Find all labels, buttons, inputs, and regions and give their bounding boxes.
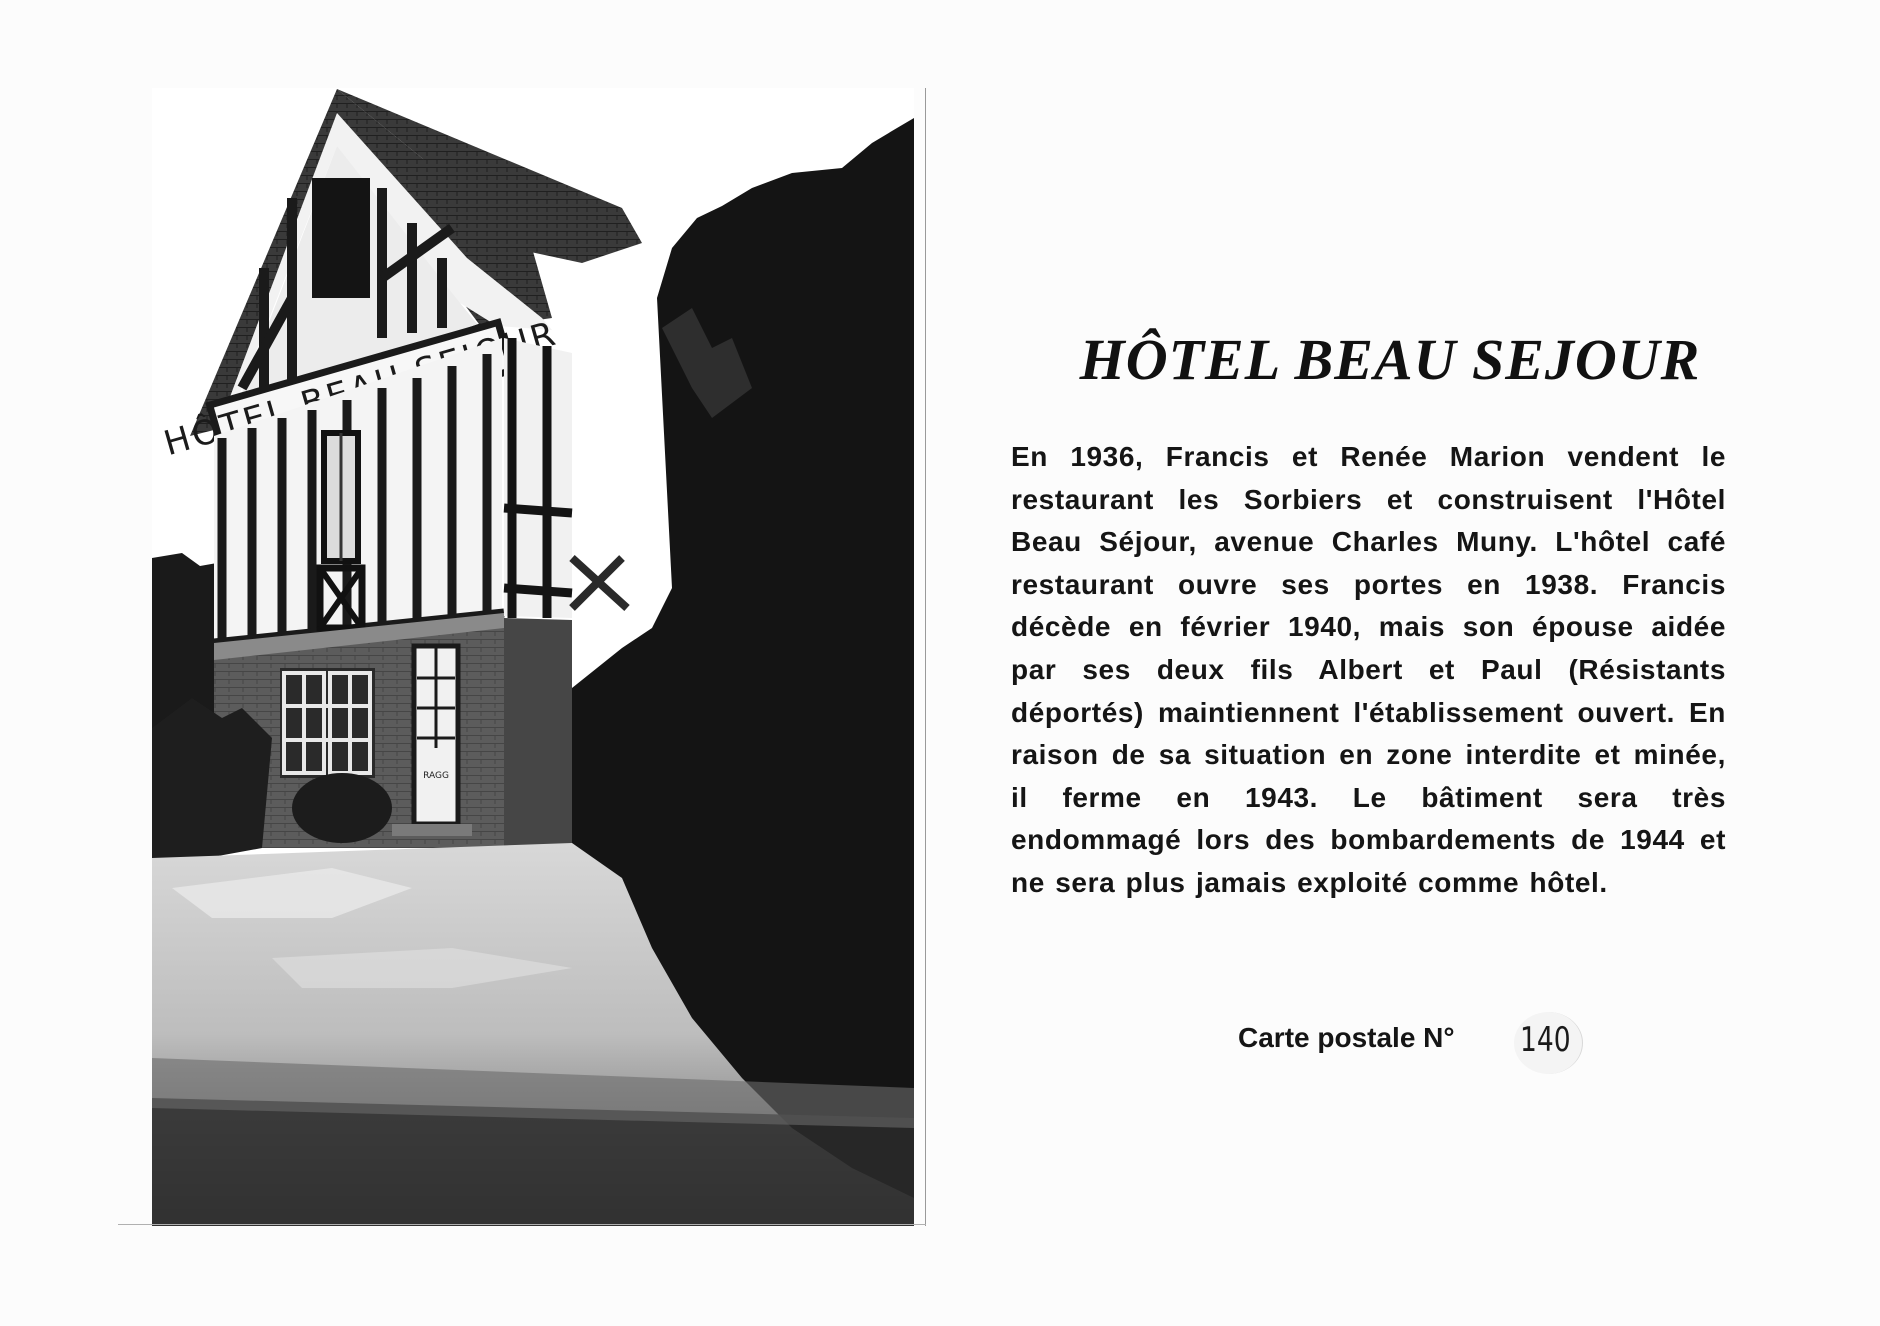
photo-border-right: [925, 88, 926, 1226]
history-paragraph: En 1936, Francis et Renée Marion vendent le restaurant les Sorbiers et construisent l'Hôtel Beau Séjour, avenue Charles Muny. L'hôtel café restaurant ouvre ses portes en 1938. Francis décède en février 1940, mais son épouse aidée par ses deux fils Albert et Paul (Résistants déportés) maintiennent l'établissement ouvert. En raison de sa situation en zone interdite et minée, il ferme en 1943. Le bâtiment sera très endommagé lors des bombardements de 1944 et ne sera plus jamais exploité comme hôtel.: [1011, 441, 1726, 898]
photo-border-bottom: [118, 1224, 926, 1225]
page-title: HÔTEL BEAU SEJOUR: [1079, 327, 1701, 392]
postcard-number: 140: [1520, 1020, 1571, 1060]
hotel-photo: [152, 88, 914, 1226]
door-sign-text: RAGG: [423, 771, 449, 781]
hotel-sign-text: HÔTEL: [159, 390, 295, 465]
postcard-caption-label: Carte postale N°: [1238, 1022, 1455, 1053]
